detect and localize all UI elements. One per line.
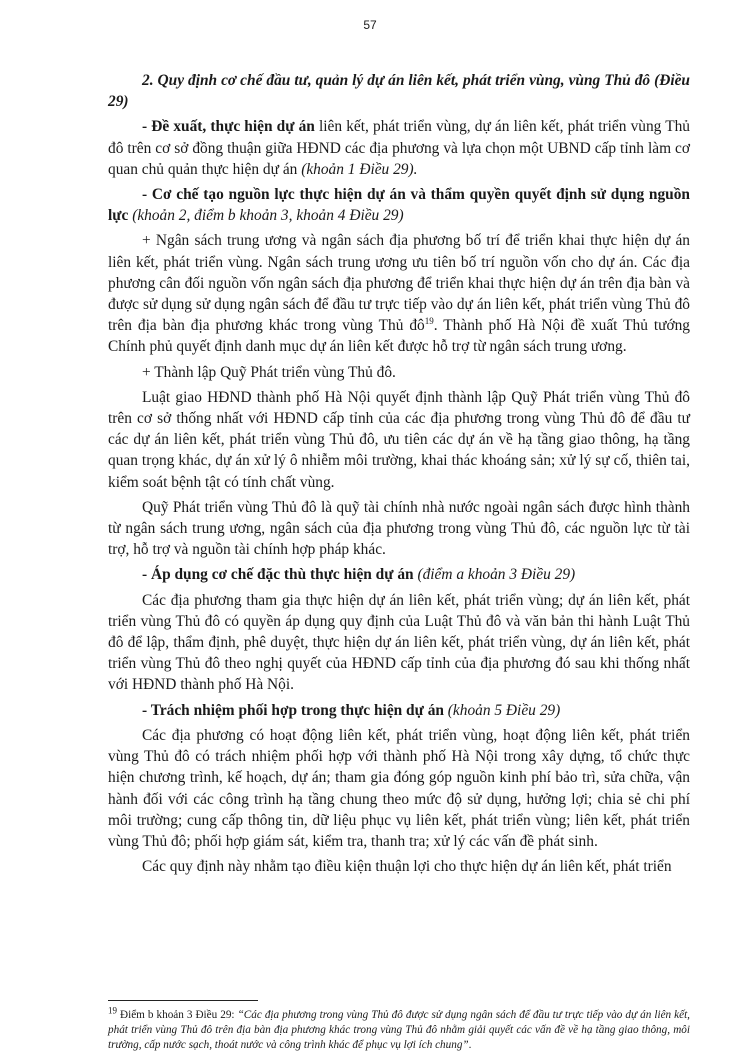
- paragraph-3: [108, 230, 690, 357]
- footnote-mark: 19: [108, 1005, 117, 1016]
- paragraph-7: [108, 564, 690, 585]
- paragraph-7-ref: (điểm a khoản 3 Điều 29): [413, 566, 576, 584]
- page-number: 57: [363, 18, 377, 32]
- paragraph-8: Các địa phương tham gia thực hiện dự án liên kết, phát triển vùng; dự án liên kết, phát triển vùng Thủ đô có quyền áp dụng quy định của Luật Thủ đô và văn bản thi hành Luật Thủ đô để lập, thẩm định, phê duyệt, thực hiện dự án liên kết, phát triển vùng, dự án liên kết, phát triển vùng Thủ đô theo nghị quyết của HĐND cấp tỉnh của địa phương đó sau khi thống nhất với HĐND thành phố Hà Nội.: [108, 591, 690, 694]
- body-text: [108, 70, 690, 881]
- paragraph-4: + Thành lập Quỹ Phát triển vùng Thủ đô.: [142, 363, 396, 381]
- paragraph-9-lead: - Trách nhiệm phối hợp trong thực hiện dự án: [142, 701, 444, 719]
- footnote-end: .: [468, 1039, 472, 1051]
- footnote-lead: Điểm b khoản 3 Điều 29:: [117, 1009, 238, 1021]
- footnote-divider: [108, 1000, 258, 1001]
- paragraph-3-text-after: . Thành phố Hà Nội đề xuất Thủ tướng Chính phủ quyết định danh mục dự án liên kết được hỗ trợ từ ngân sách trung ương.: [108, 317, 690, 356]
- paragraph-5: Luật giao HĐND thành phố Hà Nội quyết định thành lập Quỹ Phát triển vùng Thủ đô trên cơ sở thống nhất với HĐND cấp tỉnh của các địa phương trong vùng Thủ đô để đầu tư các dự án liên kết, phát triển vùng Thủ đô, ưu tiên các dự án về hạ tầng giao thông, hạ tầng quan trọng khác, dự án xử lý ô nhiễm môi trường, khai thác khoáng sản; xử lý sự cố, thiên tai, kiểm soát bệnh tật có tính chất vùng.: [108, 388, 690, 491]
- paragraph-9-ref: (khoản 5 Điều 29): [443, 701, 561, 719]
- paragraph-11: Các quy định này nhằm tạo điều kiện thuận lợi cho thực hiện dự án liên kết, phát triển: [142, 858, 672, 876]
- footnote-quote: “Các địa phương trong vùng Thủ đô được sử dụng ngân sách để đầu tư trực tiếp vào dự án liên kết, phát triển vùng Thủ đô trên địa bàn địa phương khác trong vùng Thủ đô nhằm giải quyết các vấn đề về hạ tầng giao thông, môi trường, cấp nước sạch, thoát nước và công trình khác để phục vụ lợi ích chung”: [108, 1009, 690, 1051]
- section-heading: 2. Quy định cơ chế đầu tư, quản lý dự án liên kết, phát triển vùng, vùng Thủ đô (Điều 29): [108, 72, 690, 111]
- paragraph-1-lead: - Đề xuất, thực hiện dự án: [142, 118, 315, 136]
- footnote-reference[interactable]: 19: [424, 316, 434, 327]
- paragraph-1-ref: (khoản 1 Điều 29).: [301, 160, 418, 178]
- paragraph-1-text: liên kết, phát triển vùng, dự án liên kết, phát triển vùng Thủ đô trên cơ sở đồng thuận giữa HĐND các địa phương và lựa chọn một UBND cấp tỉnh làm cơ quan chủ quản thực hiện dự án: [108, 118, 690, 178]
- paragraph-6: Quỹ Phát triển vùng Thủ đô là quỹ tài chính nhà nước ngoài ngân sách được hình thành từ ngân sách trung ương, ngân sách của địa phương trong vùng Thủ đô, các nguồn lực từ tài trợ, hỗ trợ và nguồn tài chính hợp pháp khác.: [108, 498, 690, 559]
- paragraph-1: [108, 116, 690, 180]
- paragraph-2-lead: - Cơ chế tạo nguồn lực thực hiện dự án và thẩm quyền quyết định sử dụng nguồn lực: [108, 186, 690, 225]
- paragraph-7-lead: - Áp dụng cơ chế đặc thù thực hiện dự án: [142, 566, 414, 584]
- footnote: [108, 1005, 690, 1053]
- paragraph-3-text: + Ngân sách trung ương và ngân sách địa phương bố trí để triển khai thực hiện dự án liên kết, phát triển vùng. Ngân sách trung ương ưu tiên bố trí nguồn vốn cho dự án. Các địa phương cân đối nguồn vốn ngân sách địa phương để triển khai thực hiện dự án trên địa bàn và được sử dụng sử dụng ngân sách để đầu tư trực tiếp vào dự án liên kết, phát triển vùng Thủ đô trên địa bàn địa phương khác trong vùng Thủ đô: [108, 232, 690, 335]
- paragraph-9: [108, 700, 690, 721]
- paragraph-2-ref: (khoản 2, điểm b khoản 3, khoản 4 Điều 29): [128, 207, 404, 225]
- paragraph-2: [108, 184, 690, 226]
- paragraph-10: Các địa phương có hoạt động liên kết, phát triển vùng, hoạt động liên kết, phát triển vùng Thủ đô có trách nhiệm phối hợp với thành phố Hà Nội trong xây dựng, tổ chức thực hiện chương trình, kế hoạch, dự án; tham gia đóng góp nguồn kinh phí bảo trì, sửa chữa, vận hành đối với các công trình hạ tầng chung theo mức độ sử dụng, hưởng lợi; chia sẻ chi phí môi trường; cung cấp thông tin, dữ liệu phục vụ liên kết, phát triển vùng; liên kết, phát triển vùng Thủ đô; phối hợp giám sát, kiểm tra, thanh tra; xử lý các vấn đề phát sinh.: [108, 726, 690, 850]
